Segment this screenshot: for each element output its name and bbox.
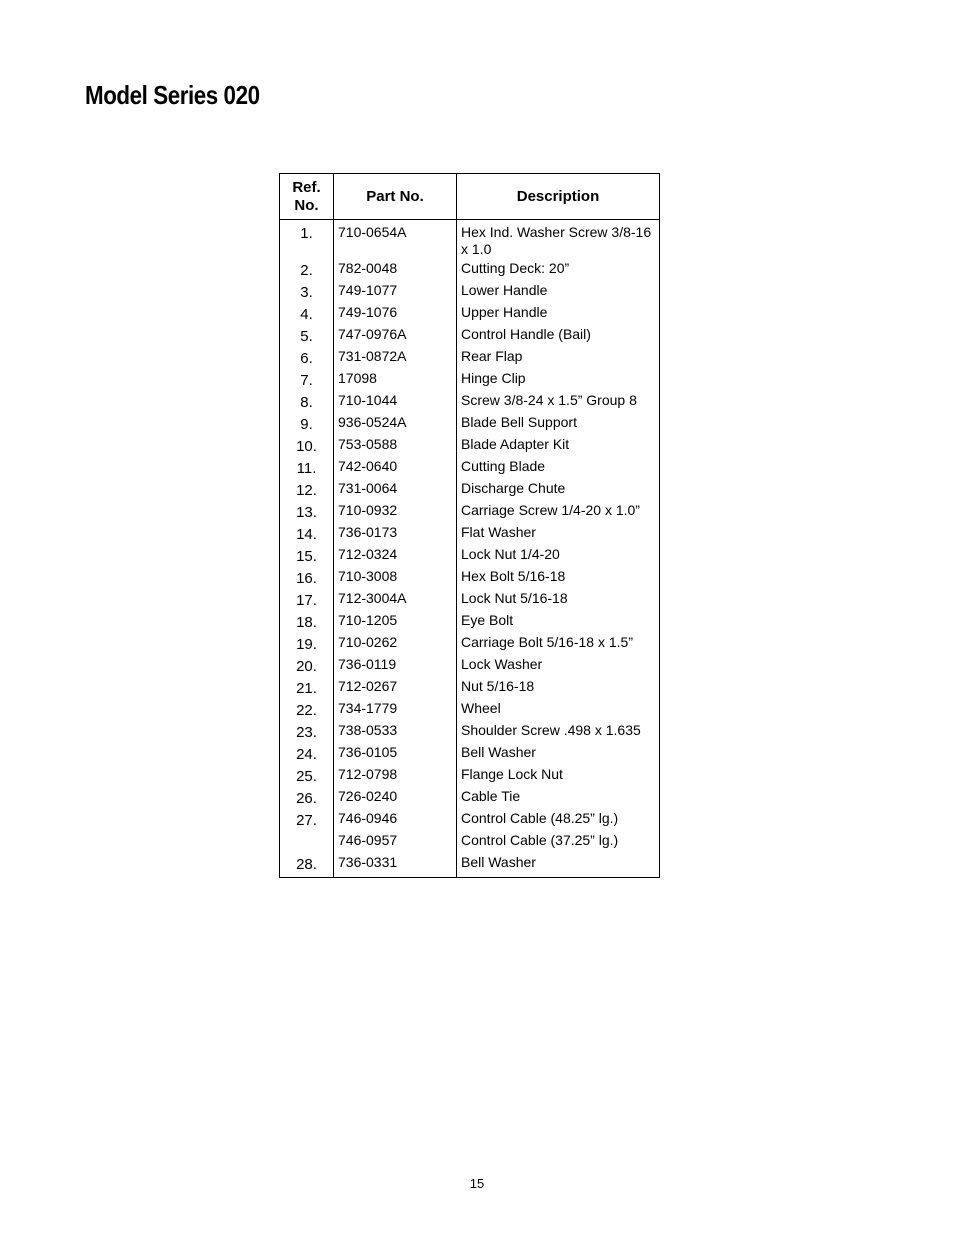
description-cell: Discharge Chute — [457, 478, 660, 500]
description-cell: Screw 3/8-24 x 1.5” Group 8 — [457, 390, 660, 412]
description-cell: Lock Nut 1/4-20 — [457, 544, 660, 566]
ref-cell: 21. — [280, 676, 334, 698]
table-row — [280, 544, 660, 566]
table-row — [280, 324, 660, 346]
part-number-cell: 731-0064 — [334, 478, 457, 500]
table-row — [280, 412, 660, 434]
part-number-cell: 936-0524A — [334, 412, 457, 434]
part-number-cell: 710-1205 — [334, 610, 457, 632]
part-number-cell: 712-0267 — [334, 676, 457, 698]
ref-cell: 9. — [280, 412, 334, 434]
table-row — [280, 676, 660, 698]
table-row — [280, 346, 660, 368]
part-number-cell: 749-1076 — [334, 302, 457, 324]
description-cell: Flange Lock Nut — [457, 764, 660, 786]
header-description: Description — [457, 174, 660, 220]
ref-cell: 27. — [280, 808, 334, 830]
description-cell: Hinge Clip — [457, 368, 660, 390]
part-number-cell: 736-0331 — [334, 852, 457, 878]
table-row — [280, 368, 660, 390]
description-cell: Lower Handle — [457, 280, 660, 302]
description-cell: Blade Bell Support — [457, 412, 660, 434]
part-number-cell: 742-0640 — [334, 456, 457, 478]
table-row — [280, 390, 660, 412]
description-cell: Control Cable (48.25” lg.) — [457, 808, 660, 830]
part-number-cell: 710-0654A — [334, 220, 457, 259]
ref-cell: 22. — [280, 698, 334, 720]
description-cell: Shoulder Screw .498 x 1.635 — [457, 720, 660, 742]
part-number-cell: 736-0119 — [334, 654, 457, 676]
ref-cell: 23. — [280, 720, 334, 742]
part-number-cell: 712-3004A — [334, 588, 457, 610]
ref-cell: 25. — [280, 764, 334, 786]
ref-cell: 10. — [280, 434, 334, 456]
page-number: 15 — [469, 1176, 485, 1191]
ref-cell: 14. — [280, 522, 334, 544]
part-number-cell: 710-0262 — [334, 632, 457, 654]
part-number-cell: 710-0932 — [334, 500, 457, 522]
description-cell: Eye Bolt — [457, 610, 660, 632]
table-row — [280, 522, 660, 544]
ref-cell: 11. — [280, 456, 334, 478]
ref-cell: 26. — [280, 786, 334, 808]
table-row — [280, 500, 660, 522]
description-cell: Cutting Deck: 20” — [457, 258, 660, 280]
description-cell: Bell Washer — [457, 742, 660, 764]
table-row — [280, 302, 660, 324]
table-row — [280, 280, 660, 302]
description-cell: Rear Flap — [457, 346, 660, 368]
table-row — [280, 698, 660, 720]
table-row — [280, 434, 660, 456]
ref-cell — [280, 830, 334, 852]
part-number-cell: 712-0324 — [334, 544, 457, 566]
table-row — [280, 610, 660, 632]
part-number-cell: 782-0048 — [334, 258, 457, 280]
description-cell: Flat Washer — [457, 522, 660, 544]
table-row — [280, 456, 660, 478]
description-cell: Lock Washer — [457, 654, 660, 676]
table-row — [280, 258, 660, 280]
ref-cell: 3. — [280, 280, 334, 302]
part-number-cell: 731-0872A — [334, 346, 457, 368]
part-number-cell: 736-0173 — [334, 522, 457, 544]
part-number-cell: 749-1077 — [334, 280, 457, 302]
part-number-cell: 746-0946 — [334, 808, 457, 830]
part-number-cell: 738-0533 — [334, 720, 457, 742]
ref-cell: 8. — [280, 390, 334, 412]
description-cell: Cable Tie — [457, 786, 660, 808]
page-title: Model Series 020 — [85, 80, 260, 110]
description-cell: Cutting Blade — [457, 456, 660, 478]
ref-cell: 5. — [280, 324, 334, 346]
description-cell: Lock Nut 5/16-18 — [457, 588, 660, 610]
part-number-cell: 726-0240 — [334, 786, 457, 808]
part-number-cell: 746-0957 — [334, 830, 457, 852]
ref-cell: 17. — [280, 588, 334, 610]
ref-cell: 20. — [280, 654, 334, 676]
description-cell: Control Handle (Bail) — [457, 324, 660, 346]
table-row — [280, 654, 660, 676]
header-part-no: Part No. — [334, 174, 457, 220]
table-row — [280, 632, 660, 654]
description-cell: Nut 5/16-18 — [457, 676, 660, 698]
ref-cell: 4. — [280, 302, 334, 324]
part-number-cell: 734-1779 — [334, 698, 457, 720]
part-number-cell: 736-0105 — [334, 742, 457, 764]
table-row — [280, 478, 660, 500]
description-cell: Hex Ind. Washer Screw 3/8-16 x 1.0 — [457, 220, 660, 259]
ref-cell: 1. — [280, 220, 334, 259]
description-cell: Blade Adapter Kit — [457, 434, 660, 456]
description-cell: Carriage Bolt 5/16-18 x 1.5” — [457, 632, 660, 654]
ref-cell: 18. — [280, 610, 334, 632]
part-number-cell: 17098 — [334, 368, 457, 390]
description-cell: Wheel — [457, 698, 660, 720]
table-row — [280, 720, 660, 742]
table-row — [280, 220, 660, 259]
ref-cell: 7. — [280, 368, 334, 390]
header-ref-no: Ref. No. — [280, 174, 334, 220]
ref-cell: 24. — [280, 742, 334, 764]
parts-table-body — [280, 220, 660, 878]
table-row — [280, 852, 660, 878]
part-number-cell: 710-3008 — [334, 566, 457, 588]
table-row — [280, 764, 660, 786]
ref-cell: 6. — [280, 346, 334, 368]
ref-cell: 2. — [280, 258, 334, 280]
table-header-row — [280, 174, 660, 220]
description-cell: Carriage Screw 1/4-20 x 1.0” — [457, 500, 660, 522]
part-number-cell: 747-0976A — [334, 324, 457, 346]
description-cell: Hex Bolt 5/16-18 — [457, 566, 660, 588]
ref-cell: 13. — [280, 500, 334, 522]
table-row — [280, 588, 660, 610]
ref-cell: 15. — [280, 544, 334, 566]
parts-list-table — [279, 173, 660, 878]
part-number-cell: 710-1044 — [334, 390, 457, 412]
ref-cell: 28. — [280, 852, 334, 878]
ref-cell: 12. — [280, 478, 334, 500]
part-number-cell: 712-0798 — [334, 764, 457, 786]
table-row — [280, 742, 660, 764]
ref-cell: 16. — [280, 566, 334, 588]
part-number-cell: 753-0588 — [334, 434, 457, 456]
table-row — [280, 566, 660, 588]
description-cell: Upper Handle — [457, 302, 660, 324]
table-row — [280, 830, 660, 852]
description-cell: Bell Washer — [457, 852, 660, 878]
table-row — [280, 808, 660, 830]
table-row — [280, 786, 660, 808]
description-cell: Control Cable (37.25” lg.) — [457, 830, 660, 852]
ref-cell: 19. — [280, 632, 334, 654]
